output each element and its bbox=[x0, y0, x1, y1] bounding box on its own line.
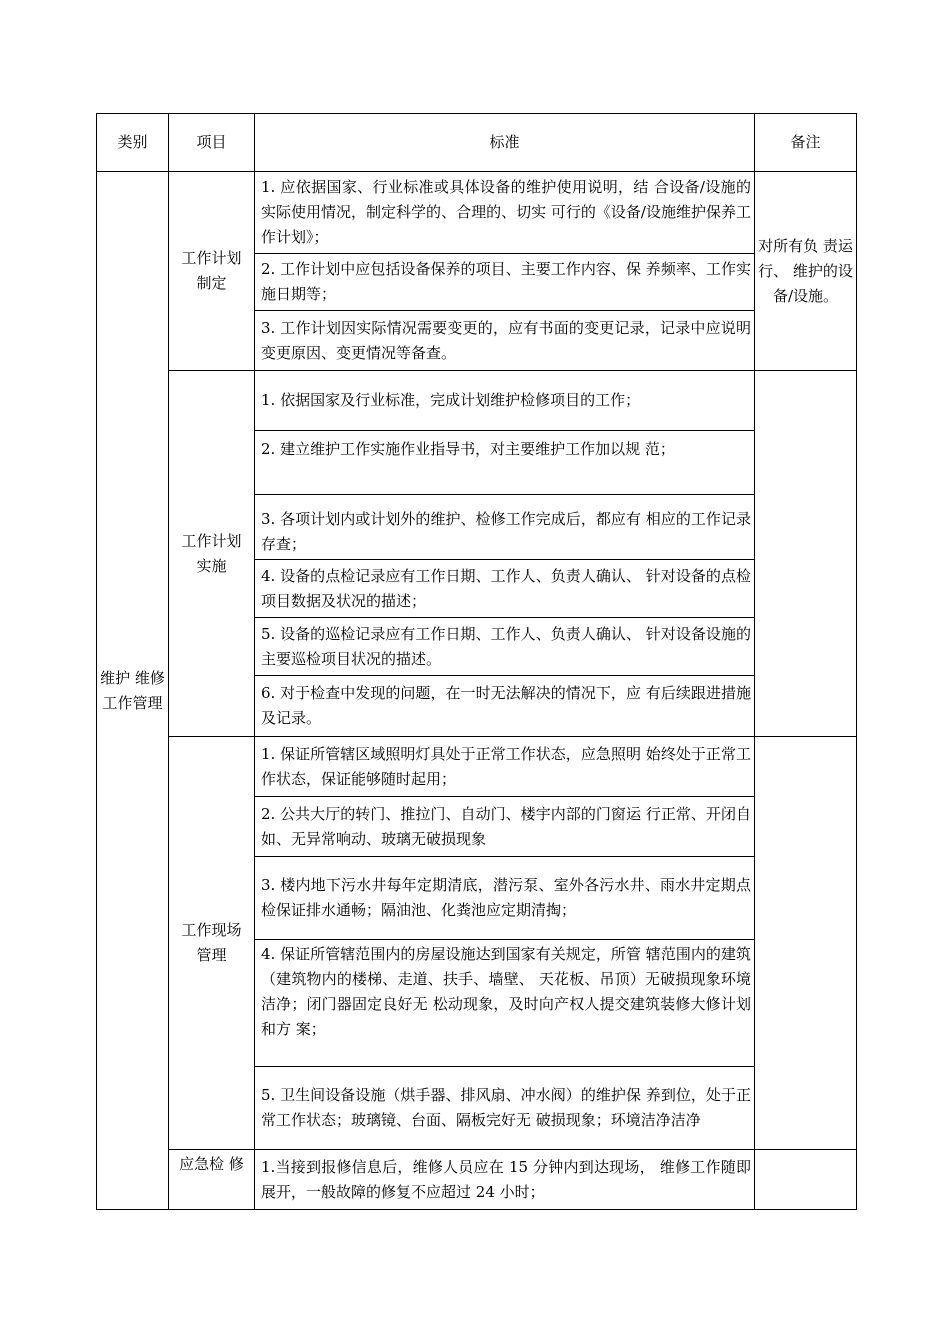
standard-text: 6. 对于检查中发现的问题，在一时无法解决的情况下，应 有后续跟进措施及记录。 bbox=[261, 684, 751, 727]
standard-cell bbox=[255, 1150, 755, 1210]
standard-text: 1. 应依据国家、行业标准或具体设备的维护使用说明，结 合设备/设施的实际使用情况，制定科学的、合理的、切实 可行的《设备/设施维护保养工作计划》； bbox=[261, 178, 751, 246]
note-cell bbox=[755, 1150, 857, 1210]
standard-cell bbox=[255, 371, 755, 431]
table-row bbox=[97, 172, 857, 254]
standard-cell bbox=[255, 797, 755, 857]
category-cell: 维护 维修 工作管理 bbox=[97, 172, 169, 1210]
standard-text: 3. 各项计划内或计划外的维护、检修工作完成后，都应有 相应的工作记录存查； bbox=[261, 510, 751, 553]
standard-text: 1.当接到报修信息后，维修人员应在 15 分钟内到达现场， 维修工作随即展开，一般故障的修复不应超过 24 小时； bbox=[261, 1157, 751, 1201]
header-note: 备注 bbox=[755, 114, 857, 172]
standard-cell bbox=[255, 1067, 755, 1150]
standard-text: 2. 公共大厅的转门、推拉门、自动门、楼宇内部的门窗运 行正常、开闭自如、无异常响动、玻璃无破损现象 bbox=[261, 804, 751, 848]
header-standard: 标准 bbox=[255, 114, 755, 172]
standard-cell bbox=[255, 676, 755, 737]
header-item: 项目 bbox=[169, 114, 255, 172]
standard-cell bbox=[255, 495, 755, 560]
note-cell bbox=[755, 371, 857, 737]
table-header-row bbox=[97, 114, 857, 172]
item-cell-plan-making: 工作计划制定 bbox=[169, 172, 255, 371]
standard-cell bbox=[255, 940, 755, 1067]
standard-cell bbox=[255, 857, 755, 940]
standard-text: 1. 依据国家及行业标准，完成计划维护检修项目的工作； bbox=[261, 391, 641, 409]
standard-text: 2. 工作计划中应包括设备保养的项目、主要工作内容、保 养频率、工作实施日期等； bbox=[261, 260, 751, 303]
standard-cell bbox=[255, 737, 755, 797]
maintenance-standards-table bbox=[96, 113, 857, 1210]
standard-text: 5. 卫生间设备设施（烘手器、排风扇、冲水阀）的维护保 养到位，处于正常工作状态；玻璃镜、台面、隔板完好无 破损现象；环境洁净洁净 bbox=[261, 1086, 751, 1129]
standard-text: 2. 建立维护工作实施作业指导书，对主要维护工作加以规 范； bbox=[261, 440, 675, 458]
standard-text: 4. 设备的点检记录应有工作日期、工作人、负责人确认、 针对设备的点检项目数据及状况的描述； bbox=[261, 566, 751, 610]
standard-cell bbox=[255, 431, 755, 495]
table-row bbox=[97, 371, 857, 431]
table-row bbox=[97, 1150, 857, 1210]
note-cell: 对所有负 责运行、 维护的设 备/设施。 bbox=[755, 172, 857, 371]
standard-text: 1. 保证所管辖区域照明灯具处于正常工作状态，应急照明 始终处于正常工作状态，保证能够随时起用； bbox=[261, 744, 751, 788]
header-category: 类别 bbox=[97, 114, 169, 172]
item-cell-plan-implementation: 工作计划实施 bbox=[169, 371, 255, 737]
standard-cell bbox=[255, 560, 755, 618]
standard-cell bbox=[255, 254, 755, 311]
standard-text: 5. 设备的巡检记录应有工作日期、工作人、负责人确认、 针对设备设施的主要巡检项目状况的描述。 bbox=[261, 624, 751, 668]
table-row bbox=[97, 737, 857, 797]
standard-cell bbox=[255, 618, 755, 676]
standard-cell bbox=[255, 311, 755, 371]
item-cell-emergency-repair: 应急检 修 bbox=[169, 1150, 255, 1210]
item-cell-site-management: 工作现场管理 bbox=[169, 737, 255, 1150]
standard-text: 3. 楼内地下污水井每年定期清底，潜污泵、室外各污水井、雨水井定期点检保证排水通畅；隔油池、化粪池应定期清掏； bbox=[261, 876, 751, 919]
standard-text: 3. 工作计划因实际情况需要变更的，应有书面的变更记录，记录中应说明变更原因、变更情况等备查。 bbox=[261, 318, 751, 362]
standard-text: 4. 保证所管辖范围内的房屋设施达到国家有关规定，所管 辖范围内的建筑（建筑物内的楼梯、走道、扶手、墙壁、 天花板、吊顶）无破损现象环境洁净；闭门器固定良好无 松动现象，及时向产权人提交建筑装修大修计划和方 案； bbox=[261, 945, 751, 1038]
note-cell bbox=[755, 737, 857, 1150]
standard-cell bbox=[255, 172, 755, 254]
